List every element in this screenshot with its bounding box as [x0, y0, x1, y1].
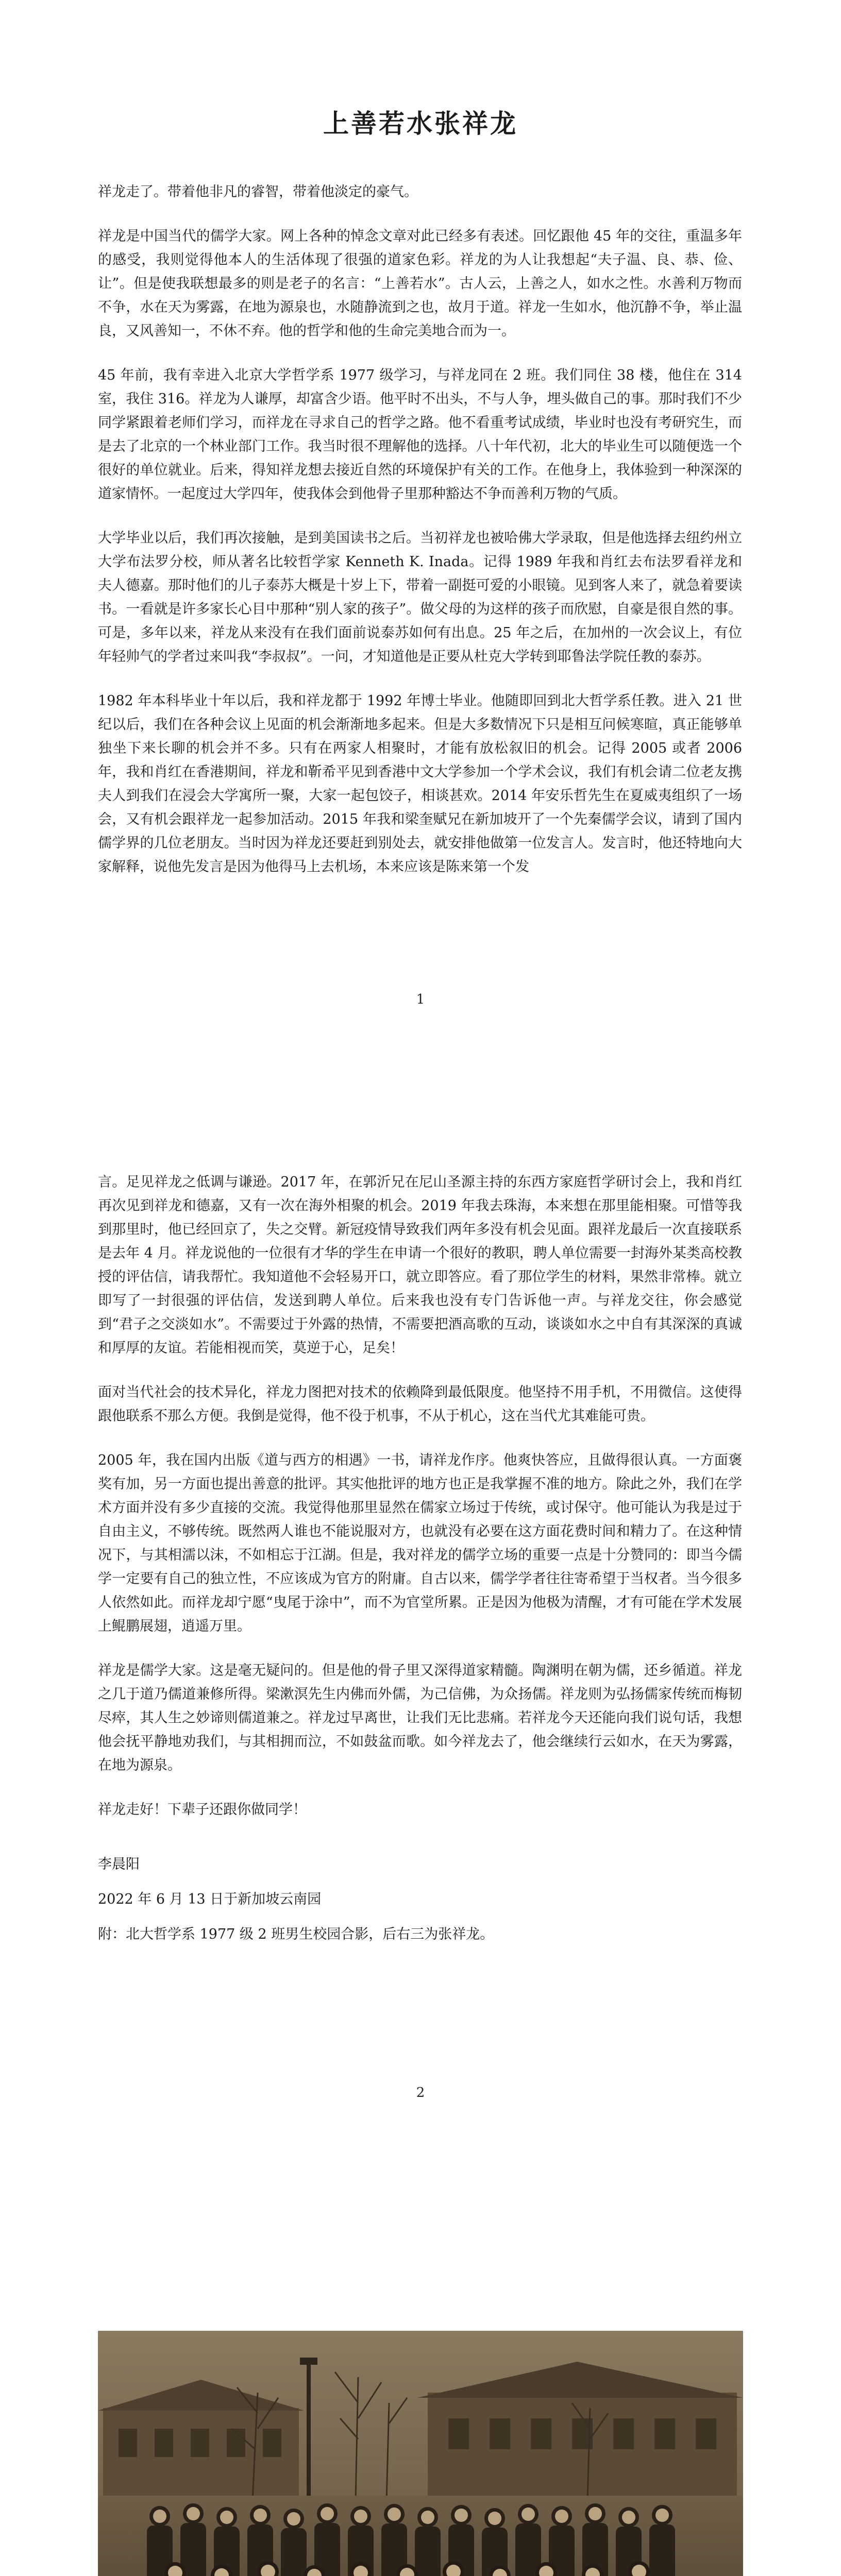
- page-number: 2: [416, 2085, 425, 2100]
- closing-line: 祥龙走好！下辈子还跟你做同学！: [98, 1802, 307, 1818]
- page-2: [0, 1088, 841, 2176]
- page-1: [0, 0, 841, 1088]
- paragraph: 2005 年，我在国内出版《道与西方的相遇》一书，请祥龙作序。他爽快答应，且做得很认真。一方面褒奖有加，另一方面也提出善意的批评。其实他批评的地方也正是我掌握不准的地方。除此之外，我们在学术方面并没有多少直接的交流。我觉得他那里显然在儒家立场过于传统，或讨保守。他可能认为我是过于自由主义，不够传统。既然两人谁也不能说服对方，也就没有必要在这方面花费时间和精力了。在这种情况下，与其相濡以沫，不如相忘于江湖。但是，我对祥龙的儒学立场的重要一点是十分赞同的：即当今儒学一定要有自己的独立性，不应该成为官方的附庸。自古以来，儒学学者往往寄希望于当权者。当今很多人依然如此。而祥龙却宁愿“曳尾于涂中”，而不为官堂所累。正是因为他极为清醒，才有可能在学术发展上鲲鹏展翅，逍遥万里。: [98, 1452, 742, 1634]
- page-2-body: [98, 1171, 742, 1958]
- paragraph: 祥龙是儒学大家。这是毫无疑问的。但是他的骨子里又深得道家精髓。陶渊明在朝为儒，还乡循道。祥龙之几于道乃儒道兼修所得。梁漱溟先生内佛而外儒，为己信佛，为众扬儒。祥龙则为弘扬儒家传统而梅韧尽瘁，其人生之妙谛则儒道兼之。祥龙过早离世，让我们无比悲痛。若祥龙今天还能向我们说句话，我想他会抚平静地劝我们，与其相拥而泣，不如鼓盆而歌。如今祥龙去了，他会继续行云如水，在天为雾露，在地为源泉。: [98, 1663, 742, 1773]
- paragraph: 言。足见祥龙之低调与谦逊。2017 年，在郭沂兄在尼山圣源主持的东西方家庭哲学研讨会上，我和肖红再次见到祥龙和德嘉，又有一次在海外相聚的机会。2019 年我去珠海，本来想在那里能相聚。可惜等我到那里时，他已经回京了，失之交臂。新冠疫情导致我们两年多没有机会见面。跟祥龙最后一次直接联系是去年 4 月。祥龙说他的一位很有才华的学生在申请一个很好的教职，聘人单位需要一封海外某类高校教授的评估信，请我帮忙。我知道他不会轻易开口，就立即答应。看了那位学生的材料，果然非常棒。就立即写了一封很强的评估信，发送到聘人单位。后来我也没有专门告诉他一声。与祥龙交往，你会感觉到“君子之交淡如水”。不需要过于外露的热情，不需要把酒高歌的互动，谈谈如水之中自有其深深的真诚和厚厚的友谊。若能相视而笑，莫逆于心，足矣！: [98, 1174, 742, 1356]
- page-3: [0, 2176, 841, 2576]
- signature-date: 2022 年 6 月 13 日于新加坡云南园: [98, 1891, 322, 1907]
- paragraph: 祥龙走了。带着他非凡的睿智，带着他淡定的豪气。: [98, 184, 418, 200]
- group-photo-icon: [98, 2331, 743, 2576]
- group-photo: [98, 2331, 743, 2576]
- paragraph: 45 年前，我有幸进入北京大学哲学系 1977 级学习，与祥龙同在 2 班。我们同住 38 楼，他住在 314 室，我住 316。祥龙为人谦厚，却富含少语。他平时不出头，不与人争，埋头做自己的事。那时我们不少同学紧跟着老师们学习，而祥龙在寻求自己的哲学之路。他不看重考试成绩，毕业时也没有考研究生，而是去了北京的一个林业部门工作。我当时很不理解他的选择。八十年代初，北大的毕业生可以随便选一个很好的单位就业。后来，得知祥龙想去接近自然的环境保护有关的工作。在他身上，我体验到一种深深的道家情怀。一起度过大学四年，使我体会到他骨子里那种豁达不争而善利万物的气质。: [98, 367, 742, 502]
- photo-note: 附：北大哲学系 1977 级 2 班男生校园合影，后右三为张祥龙。: [98, 1926, 494, 1942]
- paragraph: 大学毕业以后，我们再次接触，是到美国读书之后。当初祥龙也被哈佛大学录取，但是他选择去纽约州立大学布法罗分校，师从著名比较哲学家 Kenneth K. Inada。记得 1989 年我和肖红去布法罗看祥龙和夫人德嘉。那时他们的儿子泰苏大概是十岁上下，带着一副挺可爱的小眼镜。见到客人来了，就急着要读书。一看就是许多家长心目中那种“别人家的孩子”。做父母的为这样的孩子而欣慰，自豪是很自然的事。可是，多年以来，祥龙从来没有在我们面前说泰苏如何有出息。25 年之后，在加州的一次会议上，有位年轻帅气的学者过来叫我“李叔叔”。一问，才知道他是正要从杜克大学转到耶鲁法学院任教的泰苏。: [98, 530, 742, 665]
- page-number: 1: [416, 992, 425, 1007]
- paragraph: 1982 年本科毕业十年以后，我和祥龙都于 1992 年博士毕业。他随即回到北大哲学系任教。进入 21 世纪以后，我们在各种会议上见面的机会渐渐地多起来。但是大多数情况下只是相互问候寒暄，真正能够单独坐下来长聊的机会并不多。只有在两家人相聚时，才能有放松叙旧的机会。记得 2005 或者 2006 年，我和肖红在香港期间，祥龙和靳希平见到香港中文大学参加一个学术会议，我们有机会请二位老友携夫人到我们在浸会大学寓所一聚，大家一起包饺子，相谈甚欢。2014 年安乐哲先生在夏威夷组织了一场会，又有机会跟祥龙一起参加活动。2015 年我和梁奎赋兄在新加坡开了一个先秦儒学会议，请到了国内儒学界的几位老朋友。当时因为祥龙还要赶到别处去，就安排他做第一位发言人。发言时，他还特地向大家解释，说他先发言是因为他得马上去机场，本来应该是陈来第一个发: [98, 693, 742, 875]
- page-1-body: [98, 180, 742, 900]
- document-title: 上善若水张祥龙: [323, 108, 518, 139]
- author-name: 李晨阳: [98, 1856, 140, 1872]
- paragraph: 祥龙是中国当代的儒学大家。网上各种的悼念文章对此已经多有表述。回忆跟他 45 年的交往，重温多年的感受，我则觉得他本人的生活体现了很强的道家色彩。祥龙的为人让我想起“夫子温、良、恭、俭、让”。但是使我联想最多的则是老子的名言：“上善若水”。古人云，上善之人，如水之性。水善利万物而不争，水在天为雾露，在地为源泉也，水随静流到之也，故月于道。祥龙一生如水，他沉静不争，举止温良，又风善知一，不休不弃。他的哲学和他的生命完美地合而为一。: [98, 228, 742, 339]
- paragraph: 面对当代社会的技术异化，祥龙力图把对技术的依赖降到最低限度。他坚持不用手机，不用微信。这使得跟他联系不那么方便。我倒是觉得，他不役于机事，不从于机心，这在当代尤其难能可贵。: [98, 1384, 742, 1424]
